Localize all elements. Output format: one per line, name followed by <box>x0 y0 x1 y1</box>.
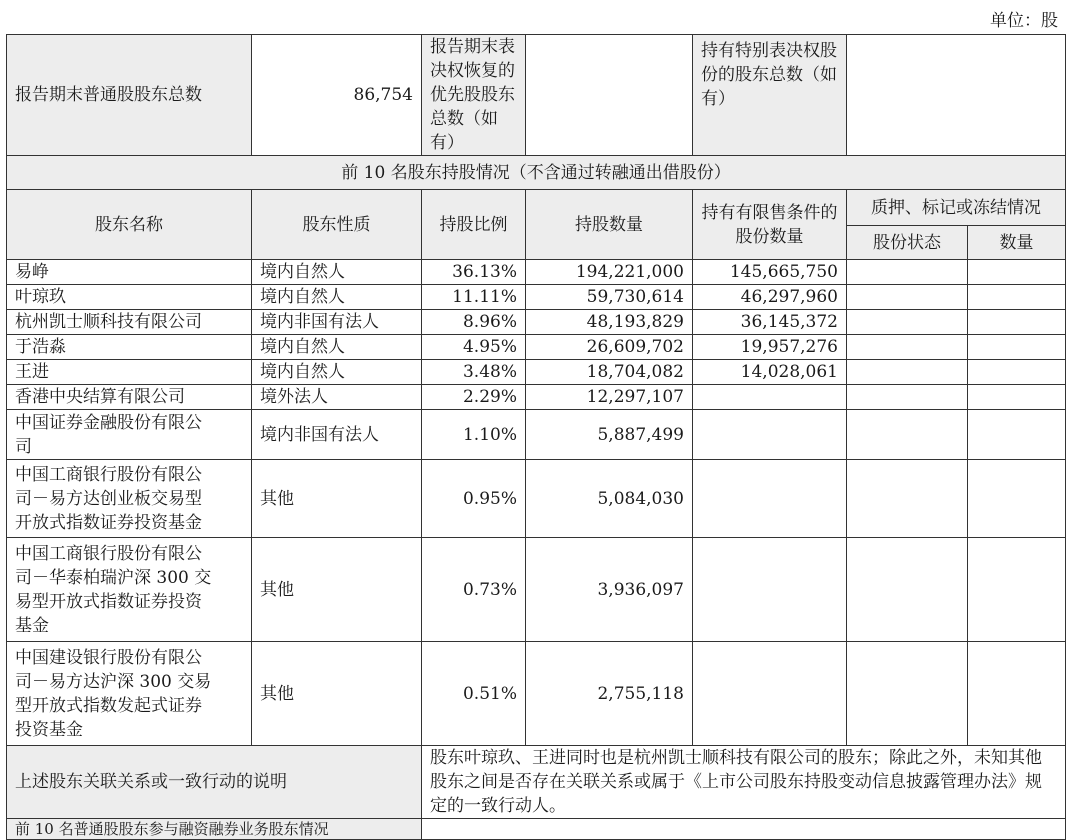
shareholder-ratio: 8.96% <box>422 310 526 335</box>
shareholder-ratio: 0.95% <box>422 460 526 538</box>
shareholder-quantity: 59,730,614 <box>526 285 693 310</box>
shareholder-nature: 境内自然人 <box>252 335 422 360</box>
summary-row <box>7 35 1066 156</box>
table-row <box>7 642 1066 746</box>
shareholder-ratio: 0.73% <box>422 538 526 642</box>
shareholder-nature: 境内自然人 <box>252 260 422 285</box>
shareholder-pledge-status <box>847 260 968 285</box>
shareholder-quantity: 5,887,499 <box>526 410 693 460</box>
special-label: 持有特别表决权股份的股东总数（如有） <box>693 35 847 156</box>
shareholder-pledge-qty <box>968 410 1066 460</box>
shareholder-ratio: 36.13% <box>422 260 526 285</box>
shareholder-pledge-status <box>847 285 968 310</box>
shareholder-pledge-qty <box>968 385 1066 410</box>
shareholder-quantity: 26,609,702 <box>526 335 693 360</box>
header-pledge-group: 质押、标记或冻结情况 <box>847 190 1066 226</box>
table-row <box>7 385 1066 410</box>
shareholder-nature: 其他 <box>252 538 422 642</box>
shareholder-restricted: 46,297,960 <box>693 285 847 310</box>
total-common-label: 报告期末普通股股东总数 <box>7 35 252 156</box>
shareholder-pledge-qty <box>968 285 1066 310</box>
cut-row-label: 前 10 名普通股股东参与融资融券业务股东情况 <box>7 819 422 840</box>
shareholder-restricted: 19,957,276 <box>693 335 847 360</box>
header-ratio: 持股比例 <box>422 190 526 260</box>
header-name: 股东名称 <box>7 190 252 260</box>
shareholder-name: 王进 <box>7 360 252 385</box>
shareholder-ratio: 3.48% <box>422 360 526 385</box>
table-row <box>7 310 1066 335</box>
shareholder-pledge-qty <box>968 260 1066 285</box>
header-restricted: 持有有限售条件的股份数量 <box>693 190 847 260</box>
preferred-label: 报告期末表决权恢复的优先股股东总数（如有） <box>422 35 526 156</box>
shareholder-name: 于浩淼 <box>7 335 252 360</box>
shareholder-name: 中国工商银行股份有限公 司－易方达创业板交易型 开放式指数证券投资基金 <box>7 460 252 538</box>
shareholder-restricted <box>693 642 847 746</box>
shareholder-name: 中国证券金融股份有限公 司 <box>7 410 252 460</box>
shareholder-nature: 境内非国有法人 <box>252 310 422 335</box>
table-row <box>7 538 1066 642</box>
table-row <box>7 460 1066 538</box>
section-title: 前 10 名股东持股情况（不含通过转融通出借股份） <box>7 156 1066 190</box>
shareholder-pledge-qty <box>968 460 1066 538</box>
shareholder-quantity: 194,221,000 <box>526 260 693 285</box>
shareholder-pledge-qty <box>968 310 1066 335</box>
total-common-value: 86,754 <box>252 35 422 156</box>
section-title-row <box>7 156 1066 190</box>
shareholder-ratio: 4.95% <box>422 335 526 360</box>
shareholder-pledge-status <box>847 460 968 538</box>
shareholder-quantity: 2,755,118 <box>526 642 693 746</box>
unit-label: 单位：股 <box>990 11 1058 31</box>
shareholder-pledge-qty <box>968 538 1066 642</box>
shareholder-pledge-status <box>847 310 968 335</box>
shareholder-ratio: 11.11% <box>422 285 526 310</box>
table-row <box>7 260 1066 285</box>
table-row <box>7 360 1066 385</box>
special-value <box>847 35 1066 156</box>
shareholder-pledge-status <box>847 335 968 360</box>
preferred-value <box>526 35 693 156</box>
shareholder-nature: 境外法人 <box>252 385 422 410</box>
shareholder-pledge-qty <box>968 642 1066 746</box>
shareholder-pledge-status <box>847 385 968 410</box>
shareholder-name: 香港中央结算有限公司 <box>7 385 252 410</box>
shareholder-nature: 境内自然人 <box>252 360 422 385</box>
shareholder-pledge-status <box>847 642 968 746</box>
shareholder-name: 中国建设银行股份有限公 司－易方达沪深 300 交易 型开放式指数发起式证券 投资基金 <box>7 642 252 746</box>
shareholder-quantity: 48,193,829 <box>526 310 693 335</box>
shareholder-quantity: 3,936,097 <box>526 538 693 642</box>
shareholder-quantity: 18,704,082 <box>526 360 693 385</box>
shareholder-pledge-qty <box>968 360 1066 385</box>
shareholder-restricted: 36,145,372 <box>693 310 847 335</box>
shareholder-pledge-status <box>847 410 968 460</box>
relation-row <box>7 746 1066 819</box>
table-row <box>7 285 1066 310</box>
shareholder-name: 中国工商银行股份有限公 司－华泰柏瑞沪深 300 交 易型开放式指数证券投资 基金 <box>7 538 252 642</box>
shareholder-name: 杭州凯士顺科技有限公司 <box>7 310 252 335</box>
table-row <box>7 410 1066 460</box>
header-pledge-status: 股份状态 <box>847 226 968 260</box>
shareholder-quantity: 12,297,107 <box>526 385 693 410</box>
shareholder-ratio: 0.51% <box>422 642 526 746</box>
relation-text: 股东叶琼玖、王进同时也是杭州凯士顺科技有限公司的股东；除此之外，未知其他股东之间是否存在关联关系或属于《上市公司股东持股变动信息披露管理办法》规定的一致行动人。 <box>422 746 1066 819</box>
shareholder-table <box>6 34 1066 840</box>
shareholder-pledge-qty <box>968 335 1066 360</box>
header-nature: 股东性质 <box>252 190 422 260</box>
shareholder-restricted: 145,665,750 <box>693 260 847 285</box>
shareholder-nature: 境内非国有法人 <box>252 410 422 460</box>
table-row <box>7 335 1066 360</box>
shareholder-restricted <box>693 410 847 460</box>
shareholder-ratio: 1.10% <box>422 410 526 460</box>
header-quantity: 持股数量 <box>526 190 693 260</box>
cut-row <box>7 819 1066 840</box>
header-pledge-qty: 数量 <box>968 226 1066 260</box>
shareholder-restricted <box>693 538 847 642</box>
shareholder-restricted: 14,028,061 <box>693 360 847 385</box>
shareholder-pledge-status <box>847 538 968 642</box>
relation-label: 上述股东关联关系或一致行动的说明 <box>7 746 422 819</box>
header-row-1 <box>7 190 1066 226</box>
shareholder-nature: 其他 <box>252 642 422 746</box>
shareholder-ratio: 2.29% <box>422 385 526 410</box>
shareholder-nature: 其他 <box>252 460 422 538</box>
shareholder-name: 叶琼玖 <box>7 285 252 310</box>
shareholder-restricted <box>693 385 847 410</box>
shareholder-nature: 境内自然人 <box>252 285 422 310</box>
shareholder-quantity: 5,084,030 <box>526 460 693 538</box>
cut-row-value <box>422 819 1066 840</box>
shareholder-restricted <box>693 460 847 538</box>
shareholder-pledge-status <box>847 360 968 385</box>
shareholder-name: 易峥 <box>7 260 252 285</box>
